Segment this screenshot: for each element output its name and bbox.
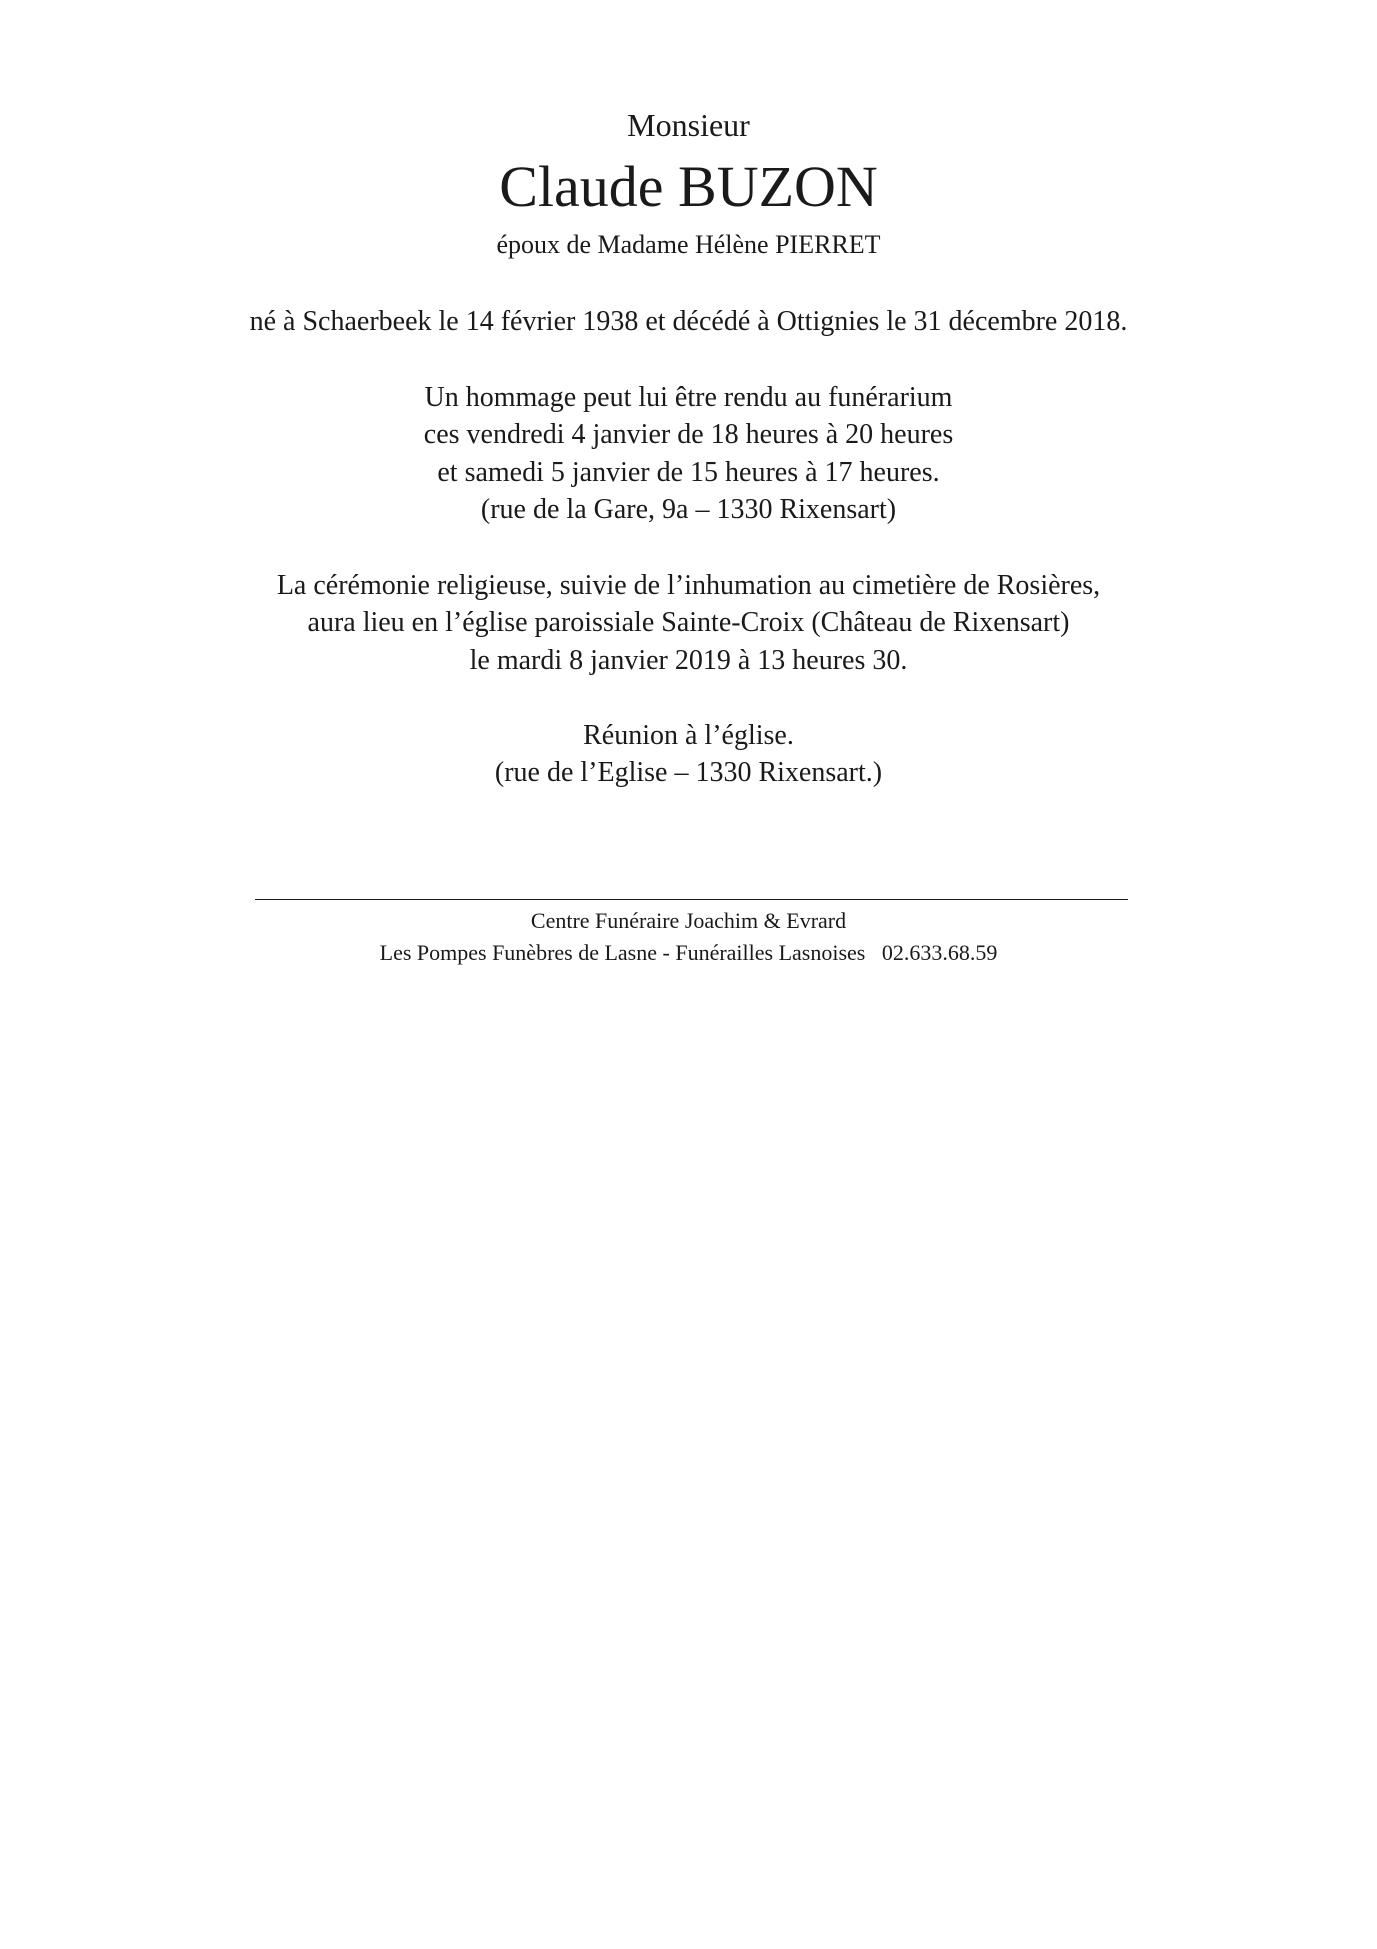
ceremony-line: le mardi 8 janvier 2019 à 13 heures 30. (469, 645, 908, 676)
visitation-line: ces vendredi 4 janvier de 18 heures à 20 heures (423, 419, 954, 450)
ceremony-line: aura lieu en l’église paroissiale Sainte-Croix (Château de Rixensart) (307, 607, 1070, 638)
meeting-line: Réunion à l’église. (583, 720, 794, 751)
birth-death-line: né à Schaerbeek le 14 février 1938 et décédé à Ottignies le 31 décembre 2018. (249, 306, 1128, 337)
meeting-address: (rue de l’Eglise – 1330 Rixensart.) (494, 757, 883, 788)
visitation-line: et samedi 5 janvier de 15 heures à 17 heures. (437, 457, 940, 488)
spouse-line: époux de Madame Hélène PIERRET (496, 230, 881, 259)
ceremony-line: La cérémonie religieuse, suivie de l’inhumation au cimetière de Rosières, (276, 570, 1101, 601)
footer-divider (255, 899, 1128, 900)
visitation-address: (rue de la Gare, 9a – 1330 Rixensart) (480, 494, 897, 525)
footer-contact: Les Pompes Funèbres de Lasne - Funérailles Lasnoises 02.633.68.59 (379, 940, 998, 965)
deceased-name: Claude BUZON (499, 154, 878, 219)
footer-company: Centre Funéraire Joachim & Evrard (530, 908, 847, 933)
visitation-line: Un hommage peut lui être rendu au funérarium (424, 382, 953, 413)
title-prefix: Monsieur (627, 107, 750, 143)
